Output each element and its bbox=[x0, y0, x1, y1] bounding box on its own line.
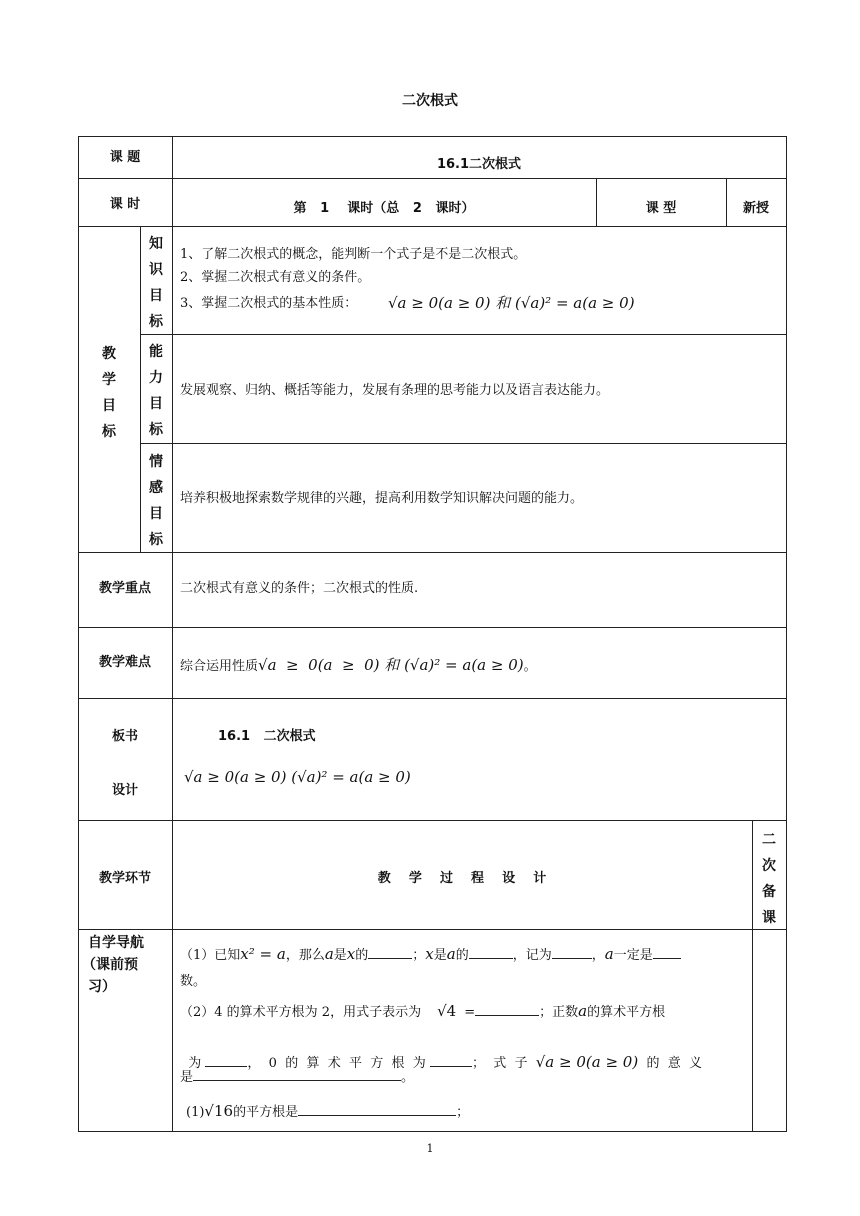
difficulty-formula: √a ≥ 0(a ≥ 0) 和 (√a)² = a(a ≥ 0) bbox=[258, 656, 524, 674]
question-2-line-2: 为 ， 0 的 算 术 平 方 根 为 ； 式 子 √a ≥ 0(a ≥ 0) 的 意 义 bbox=[188, 1053, 702, 1071]
knowledge-item-1: 1、了解二次根式的概念，能判断一个式子是不是二次根式。 bbox=[180, 247, 527, 262]
topic-label: 课 题 bbox=[109, 150, 141, 165]
period-value: 第 1 课时（总 2 课时） bbox=[293, 201, 475, 216]
lesson-type-label: 课 型 bbox=[645, 201, 677, 216]
key-points-label: 教学重点 bbox=[98, 581, 151, 596]
board-formula: √a ≥ 0(a ≥ 0) (√a)² = a(a ≥ 0) bbox=[184, 768, 411, 786]
ability-goal-text: 发展观察、归纳、概括等能力，发展有条理的思考能力以及语言表达能力。 bbox=[180, 383, 610, 398]
board-label-top: 板书 bbox=[111, 729, 138, 744]
difficulty-label: 教学难点 bbox=[98, 655, 151, 670]
page-title: 二次根式 bbox=[402, 93, 458, 109]
key-points-text: 二次根式有意义的条件；二次根式的性质. bbox=[180, 581, 419, 596]
question-1-line-2: 数。 bbox=[180, 974, 207, 989]
knowledge-item-3: 3、掌握二次根式的基本性质： bbox=[180, 296, 358, 311]
process-heading: 教 学 过 程 设 计 bbox=[377, 871, 547, 886]
difficulty-text: 综合运用性质√a ≥ 0(a ≥ 0) 和 (√a)² = a(a ≥ 0)。 bbox=[180, 656, 537, 674]
period-label: 课 时 bbox=[109, 197, 141, 212]
lesson-type-value: 新授 bbox=[742, 201, 769, 216]
knowledge-item-2: 2、掌握二次根式有意义的条件。 bbox=[180, 270, 371, 285]
board-label-bottom: 设计 bbox=[111, 783, 138, 798]
process-label: 教学环节 bbox=[98, 871, 151, 886]
question-3-line-1: (1)√16的平方根是 ； bbox=[186, 1102, 470, 1120]
board-heading: 16.1 二次根式 bbox=[218, 729, 316, 744]
question-1-line-1: （1）已知x² = a，那么a是x的 ；x是a的 ，记为 ，a一定是 bbox=[180, 945, 681, 965]
knowledge-formula: √a ≥ 0(a ≥ 0) 和 (√a)² = a(a ≥ 0) bbox=[388, 294, 635, 312]
page-number: 1 bbox=[426, 1142, 434, 1155]
question-2-line-1: （2）4 的算术平方根为 2，用式子表示为 √4 = ；正数a的算术平方根 bbox=[180, 1002, 666, 1020]
question-2-line-3: 是 。 bbox=[180, 1070, 415, 1085]
topic-value: 16.1二次根式 bbox=[436, 157, 522, 172]
emotion-goal-text: 培养积极地探索数学规律的兴趣，提高利用数学知识解决问题的能力。 bbox=[180, 491, 584, 506]
